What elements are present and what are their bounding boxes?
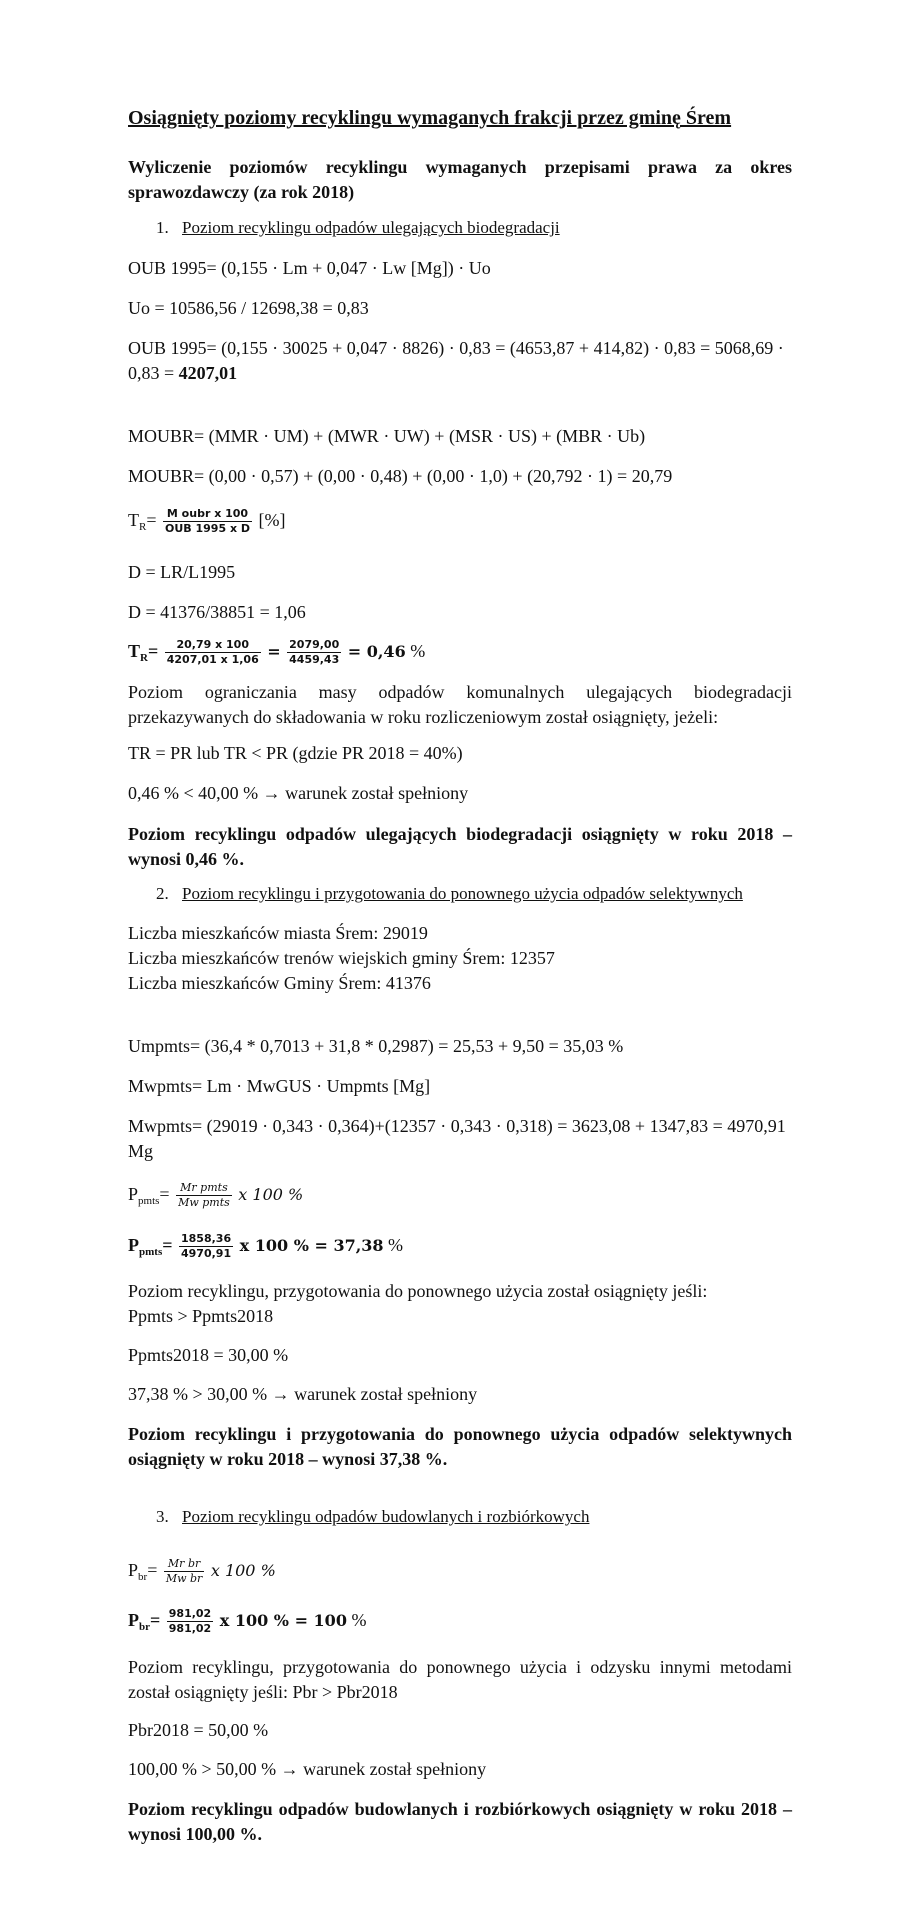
s3-condition-text: Poziom recyklingu, przygotowania do ponownego użycia i odzysku innymi metodami został osiągnięty jeśli: Pbr > Pbr2018 [128, 1657, 792, 1702]
tr-calc-numerator-2: 2079,00 [289, 638, 340, 652]
ppmts-numerator: Mr pmts [176, 1181, 232, 1196]
umpmts-line: Umpmts= (36,4 * 0,7013 + 31,8 * 0,2987) = 25,53 + 9,50 = 35,03 % [128, 1036, 624, 1056]
tr-unit: [%] [258, 510, 286, 530]
tr-fraction [163, 507, 252, 536]
s3-conclusion: Poziom recyklingu odpadów budowlanych i rozbiórkowych osiągnięty w roku 2018 – wynosi 100,00 %. [128, 1799, 792, 1844]
tr-calc-fraction-2 [287, 638, 341, 667]
moubr-calc: MOUBR= (0,00 · 0,57) + (0,00 · 0,48) + (0,00 · 1,0) + (20,792 · 1) = 20,79 [128, 466, 673, 486]
tr-label: $T_R=$ [128, 510, 157, 533]
tr-calc-equals: = [267, 642, 281, 661]
pbr-calc-numerator: 981,02 [168, 1607, 212, 1621]
s1-condition-text: Poziom ograniczania masy odpadów komunalnych ulegających biodegradacji przekazywanych do składowania w roku rozliczeniowym został osiągnięty, jeżeli: [128, 682, 792, 727]
tr-denominator: OUB 1995 x D [165, 522, 250, 536]
s2-condition-text: Poziom recyklingu, przygotowania do ponownego użycia został osiągnięty jeśli: [128, 1281, 708, 1301]
oub-formula-text: OUB 1995= (0,155 · Lm + 0,047 · Lw [Mg]) · Uo [128, 258, 491, 278]
ppmts-calc-numerator: 1858,36 [181, 1232, 232, 1246]
pbr-calc-unit: % [351, 1610, 367, 1630]
oub-calc-lead: 0,83 = [128, 363, 179, 383]
ppmts-formula-tail: x 100 % [238, 1185, 304, 1204]
section-3-heading: Poziom recyklingu odpadów budowlanych i rozbiórkowych [182, 1507, 590, 1526]
intro-paragraph: Wyliczenie poziomów recyklingu wymaganych przepisami prawa za okres sprawozdawczy (za rok 2018) [128, 157, 792, 202]
s1-condition-formula: TR = PR lub TR < PR (gdzie PR 2018 = 40%) [128, 743, 463, 763]
pbr-calc-label: $P_{br}=$ [128, 1610, 161, 1633]
pbr-calc-denominator: 981,02 [168, 1622, 212, 1636]
s2-check: 37,38 % > 30,00 % → warunek został spełniony [128, 1384, 478, 1404]
tr-formula [128, 503, 792, 537]
population-city: Liczba mieszkańców miasta Śrem: 29019 [128, 923, 428, 943]
section-2-number: 2. [156, 884, 169, 903]
s3-check: 100,00 % > 50,00 % → warunek został spełniony [128, 1759, 487, 1779]
s1-conclusion: Poziom recyklingu odpadów ulegających biodegradacji osiągnięty w roku 2018 – wynosi 0,46 %. [128, 824, 792, 869]
section-1-number: 1. [156, 218, 169, 237]
oub-calc-line-1: OUB 1995= (0,155 · 30025 + 0,047 · 8826) · 0,83 = (4653,87 + 414,82) · 0,83 = 5068,69 · [128, 338, 784, 358]
uo-line: Uo = 10586,56 / 12698,38 = 0,83 [128, 298, 369, 318]
ppmts-calc-label: $P_{pmts}=$ [128, 1235, 173, 1258]
tr-calc-denominator-2: 4459,43 [289, 653, 340, 667]
moubr-formula: MOUBR= (MMR · UM) + (MWR · UW) + (MSR · US) + (MBR · Ub) [128, 426, 646, 446]
tr-calc [128, 630, 792, 673]
mw-formula: Mwpmts= Lm · MwGUS · Umpmts [Mg] [128, 1076, 431, 1096]
document-title: Osiągnięty poziomy recyklingu wymaganych frakcji przez gminę Śrem [128, 107, 732, 129]
ppmts-fraction [176, 1181, 232, 1210]
ppmts-calc-tail: x 100 % = 37,38 [239, 1236, 384, 1255]
population-total: Liczba mieszkańców Gminy Śrem: 41376 [128, 973, 431, 993]
pbr-numerator: Mr br [164, 1557, 204, 1572]
d-calc: D = 41376/38851 = 1,06 [128, 602, 306, 622]
ppmts-calc-denominator: 4970,91 [181, 1247, 232, 1261]
tr-calc-label: $T_R=$ [128, 641, 159, 664]
oub-formula [128, 256, 792, 281]
tr-calc-numerator-1: 20,79 x 100 [165, 638, 261, 653]
mw-calc: Mwpmts= (29019 · 0,343 · 0,364)+(12357 · 0,343 · 0,318) = 3623,08 + 1347,83 = 4970,91 [128, 1116, 786, 1136]
pbr-formula-tail: x 100 % [210, 1561, 276, 1580]
ppmts-calc [128, 1227, 792, 1264]
s2-threshold: Ppmts2018 = 30,00 % [128, 1345, 289, 1365]
pbr-fraction [164, 1557, 204, 1586]
tr-numerator: M oubr x 100 [163, 507, 252, 522]
tr-calc-result: = 0,46 [347, 642, 406, 661]
s1-check: 0,46 % < 40,00 % → warunek został spełniony [128, 783, 469, 803]
ppmts-denominator: Mw pmts [178, 1196, 230, 1210]
section-3-number: 3. [156, 1507, 169, 1526]
oub-result: 4207,01 [178, 363, 238, 383]
pbr-formula [128, 1552, 792, 1589]
tr-calc-denominator-1: 4207,01 x 1,06 [166, 653, 259, 667]
s2-conclusion: Poziom recyklingu i przygotowania do ponownego użycia odpadów selektywnych osiągnięty w roku 2018 – wynosi 37,38 %. [128, 1424, 792, 1469]
pbr-calc-tail: x 100 % = 100 [219, 1611, 347, 1630]
pbr-calc-fraction [167, 1607, 213, 1636]
s3-threshold: Pbr2018 = 50,00 % [128, 1720, 269, 1740]
section-2-heading: Poziom recyklingu i przygotowania do ponownego użycia odpadów selektywnych [182, 884, 743, 903]
ppmts-calc-unit: % [388, 1235, 404, 1255]
oub-calc-line-2 [128, 361, 792, 386]
section-1-heading: Poziom recyklingu odpadów ulegających biodegradacji [182, 218, 560, 237]
tr-calc-fraction-1 [165, 638, 261, 667]
tr-calc-unit: % [410, 641, 426, 661]
mw-unit: Mg [128, 1141, 154, 1161]
d-formula: D = LR/L1995 [128, 562, 236, 582]
ppmts-formula [128, 1176, 792, 1213]
pbr-label: $P_{br}=$ [128, 1560, 158, 1583]
population-rural: Liczba mieszkańców trenów wiejskich gminy Śrem: 12357 [128, 948, 555, 968]
ppmts-label: $P_{pmts}=$ [128, 1184, 170, 1207]
ppmts-calc-fraction [179, 1232, 233, 1261]
s2-condition-formula: Ppmts > Ppmts2018 [128, 1306, 274, 1326]
pbr-denominator: Mw br [165, 1572, 203, 1586]
pbr-calc [128, 1602, 792, 1639]
